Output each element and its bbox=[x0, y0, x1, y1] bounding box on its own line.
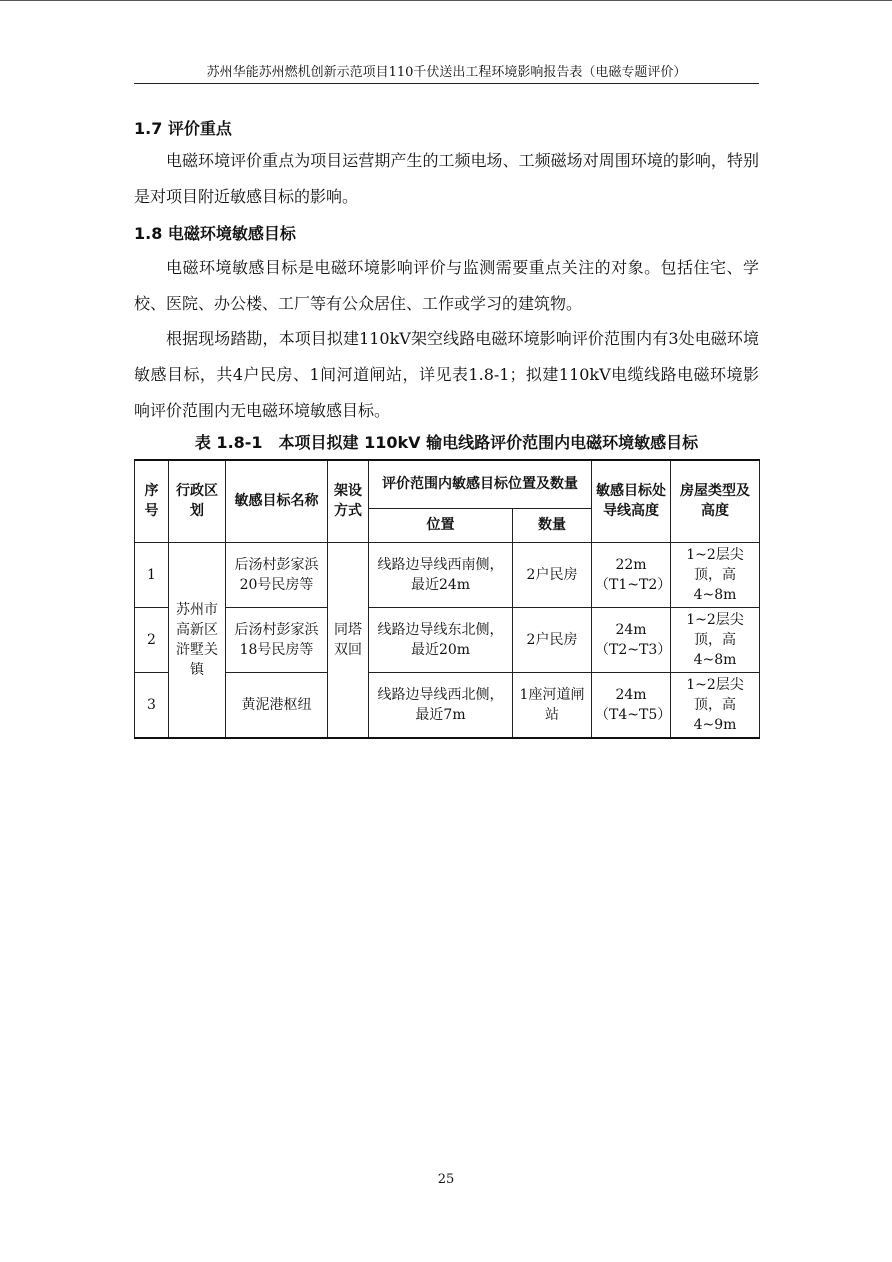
header-house: 房屋类型及高度 bbox=[671, 460, 760, 542]
cell-seq: 2 bbox=[135, 607, 169, 672]
cell-seq: 3 bbox=[135, 672, 169, 738]
header-height: 敏感目标处导线高度 bbox=[592, 460, 671, 542]
cell-quantity: 1座河道闸站 bbox=[513, 672, 592, 738]
table-row bbox=[135, 542, 760, 607]
cell-quantity: 2户民房 bbox=[513, 607, 592, 672]
cell-region: 苏州市高新区浒墅关镇 bbox=[169, 542, 226, 738]
header-position: 位置 bbox=[369, 508, 513, 542]
table-row bbox=[135, 607, 760, 672]
cell-house: 1~2层尖顶，高4~8m bbox=[671, 607, 760, 672]
cell-name: 后汤村彭家浜20号民房等 bbox=[226, 542, 328, 607]
header-name: 敏感目标名称 bbox=[226, 460, 328, 542]
page-number: 25 bbox=[437, 1172, 455, 1187]
section-heading-1-7: 1.7 评价重点 bbox=[134, 119, 232, 138]
cell-house: 1~2层尖顶，高4~9m bbox=[671, 672, 760, 738]
header-mode: 架设方式 bbox=[328, 460, 369, 542]
cell-house: 1~2层尖顶，高4~8m bbox=[671, 542, 760, 607]
table-row bbox=[135, 672, 760, 738]
sensitive-targets-table bbox=[134, 459, 760, 739]
cell-position: 线路边导线西南侧，最近24m bbox=[369, 542, 513, 607]
cell-position: 线路边导线西北侧，最近7m bbox=[369, 672, 513, 738]
paragraph-evaluation-focus: 电磁环境评价重点为项目运营期产生的工频电场、工频磁场对周围环境的影响，特别是对项目附近敏感目标的影响。 bbox=[134, 151, 759, 206]
paragraph-field-survey: 根据现场踏勘，本项目拟建110kV架空线路电磁环境影响评价范围内有3处电磁环境敏感目标，共4户民房、1间河道闸站，详见表1.8-1；拟建110kV电缆线路电磁环境影响评价范围内无电磁环境敏感目标。 bbox=[134, 329, 759, 420]
header-quantity: 数量 bbox=[513, 508, 592, 542]
section-heading-1-8: 1.8 电磁环境敏感目标 bbox=[134, 224, 296, 243]
header-region: 行政区划 bbox=[169, 460, 226, 542]
cell-quantity: 2户民房 bbox=[513, 542, 592, 607]
paragraph-sensitive-definition: 电磁环境敏感目标是电磁环境影响评价与监测需要重点关注的对象。包括住宅、学校、医院、办公楼、工厂等有公众居住、工作或学习的建筑物。 bbox=[134, 258, 759, 313]
cell-height: 24m（T2~T3） bbox=[592, 607, 671, 672]
cell-height: 22m（T1~T2） bbox=[592, 542, 671, 607]
cell-mode: 同塔双回 bbox=[328, 542, 369, 738]
header-range-group: 评价范围内敏感目标位置及数量 bbox=[369, 460, 592, 508]
table-caption: 表 1.8-1 本项目拟建 110kV 输电线路评价范围内电磁环境敏感目标 bbox=[194, 433, 699, 452]
cell-name: 后汤村彭家浜18号民房等 bbox=[226, 607, 328, 672]
cell-height: 24m（T4~T5） bbox=[592, 672, 671, 738]
cell-seq: 1 bbox=[135, 542, 169, 607]
cell-name: 黄泥港枢纽 bbox=[226, 672, 328, 738]
running-header: 苏州华能苏州燃机创新示范项目110千伏送出工程环境影响报告表（电磁专题评价） bbox=[206, 65, 687, 80]
header-rule bbox=[134, 83, 759, 84]
page-top-border bbox=[0, 0, 892, 1]
header-seq: 序号 bbox=[135, 460, 169, 542]
cell-position: 线路边导线东北侧，最近20m bbox=[369, 607, 513, 672]
